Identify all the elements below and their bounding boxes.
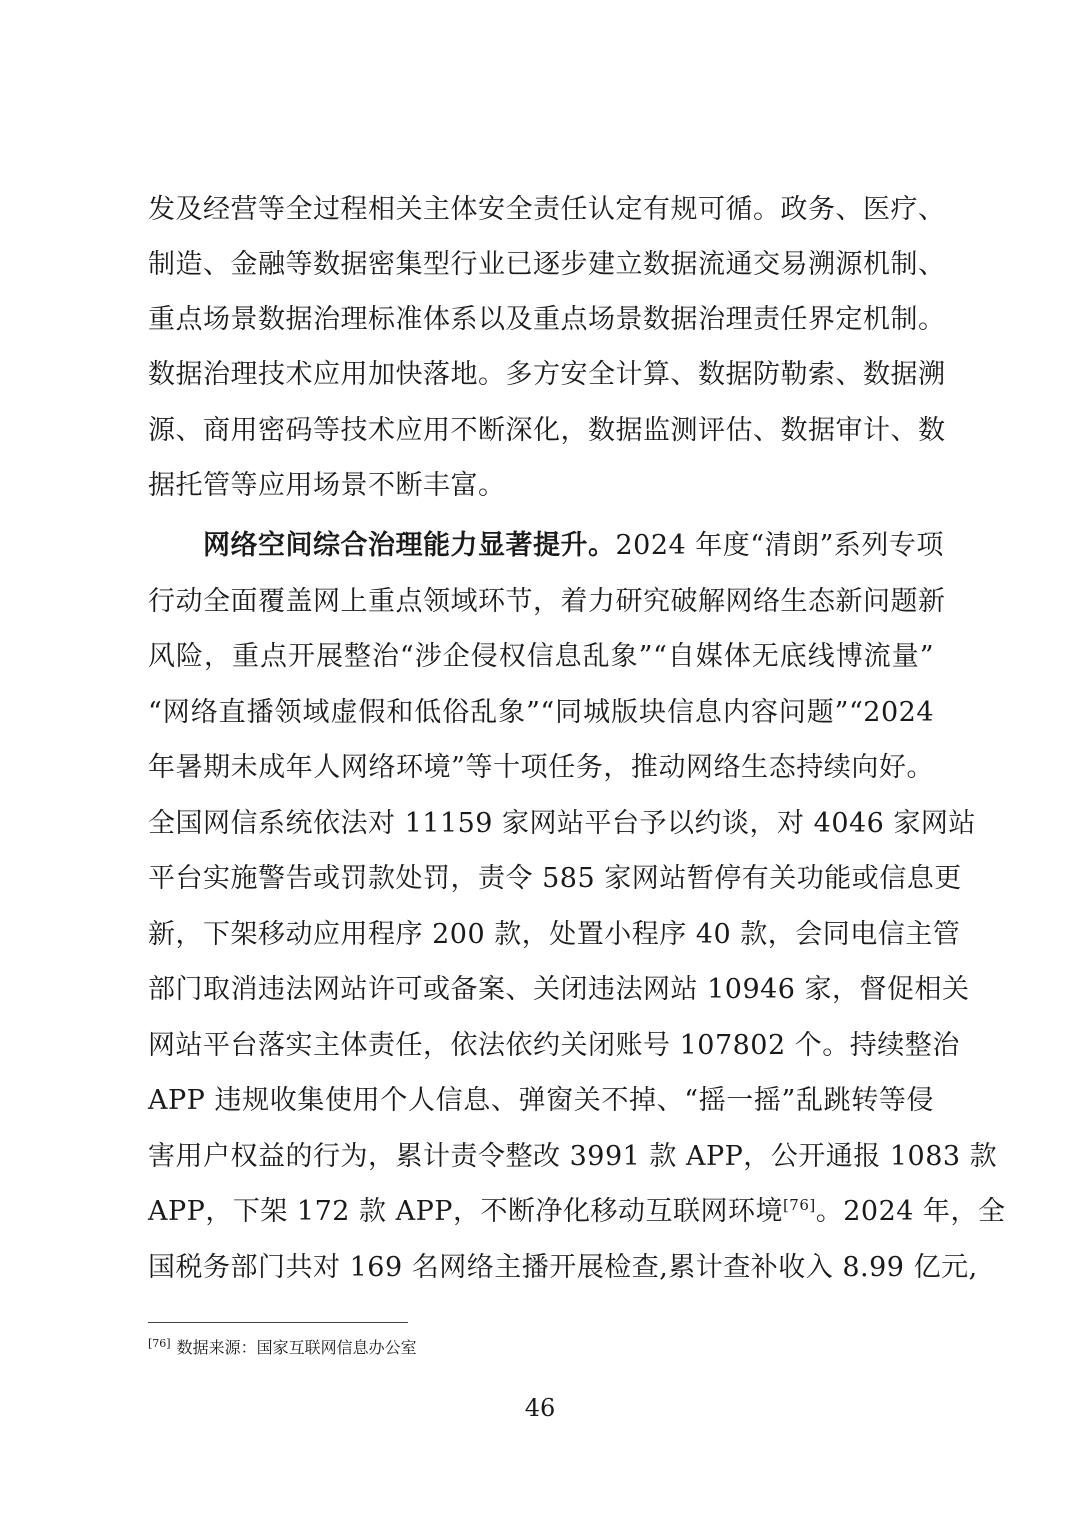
paragraph2-line-13-after-ref: 。2024 年，全 — [815, 1196, 1006, 1227]
paragraph2-line-11: APP 违规收集使用个人信息、弹窗关不掉、“摇一摇”乱跳转等侵 — [148, 1085, 934, 1116]
paragraph2-line-10: 网站平台落实主体责任，依法依约关闭账号 107802 个。持续整治 — [148, 1030, 960, 1061]
paragraph2-line-8: 新，下架移动应用程序 200 款，处置小程序 40 款，会同电信主管 — [148, 919, 961, 950]
paragraph1-line-1: 发及经营等全过程相关主体安全责任认定有规可循。政务、医疗、 — [148, 194, 946, 225]
paragraph2-line-7: 平台实施警告或罚款处罚，责令 585 家网站暂停有关功能或信息更 — [148, 863, 962, 894]
paragraph1-line-5: 源、商用密码等技术应用不断深化，数据监测评估、数据审计、数 — [148, 415, 946, 446]
footnote-text: 数据来源：国家互联网信息办公室 — [176, 1338, 417, 1357]
paragraph2-line-2: 行动全面覆盖网上重点领域环节，着力研究破解网络生态新问题新 — [148, 586, 946, 617]
paragraph2-line-14: 国税务部门共对 169 名网络主播开展检查,累计查补收入 8.99 亿元, — [148, 1252, 978, 1283]
paragraph2-line-12: 害用户权益的行为，累计责令整改 3991 款 APP，公开通报 1083 款 — [148, 1141, 998, 1172]
paragraph2-line-13-before-ref: APP，下架 172 款 APP，不断净化移动互联网环境 — [148, 1196, 783, 1227]
paragraph2-line-6: 全国网信系统依法对 11159 家网站平台予以约谈，对 4046 家网站 — [148, 808, 976, 839]
paragraph1-line-3: 重点场景数据治理标准体系以及重点场景数据治理责任界定机制。 — [148, 304, 946, 335]
paragraph2-line-1 — [203, 524, 944, 568]
paragraph2-line-3: 风险，重点开展整治“涉企侵权信息乱象”“自媒体无底线博流量” — [148, 641, 934, 672]
footnote-reference[interactable]: [76] — [782, 1196, 816, 1214]
paragraph1-line-4: 数据治理技术应用加快落地。多方安全计算、数据防勒索、数据溯 — [148, 359, 946, 390]
paragraph2-line-13 — [148, 1190, 1006, 1234]
footnote-mark: [76] — [148, 1336, 171, 1350]
paragraph2-line-9: 部门取消违法网站许可或备案、关闭违法网站 10946 家，督促相关 — [148, 974, 970, 1005]
paragraph2-bold-lead: 网络空间综合治理能力显著提升。 — [203, 530, 616, 561]
paragraph2-line-5: 年暑期未成年人网络环境”等十项任务，推动网络生态持续向好。 — [148, 752, 934, 783]
footnote-divider — [148, 1322, 408, 1323]
page-number: 46 — [524, 1394, 556, 1422]
paragraph2-line-1-rest: 2024 年度“清朗”系列专项 — [615, 530, 944, 561]
paragraph2-line-4: “网络直播领域虚假和低俗乱象”“同城版块信息内容问题”“2024 — [148, 697, 934, 728]
paragraph1-line-2: 制造、金融等数据密集型行业已逐步建立数据流通交易溯源机制、 — [148, 249, 946, 280]
footnote — [148, 1336, 417, 1360]
paragraph1-line-6: 据托管等应用场景不断丰富。 — [148, 470, 506, 501]
